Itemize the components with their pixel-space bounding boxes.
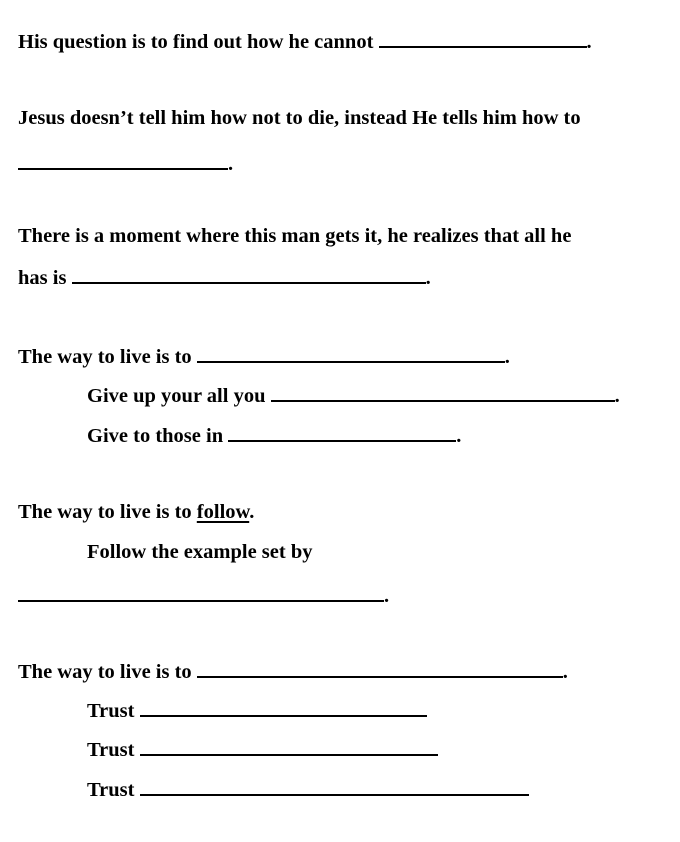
question-4-period: . bbox=[504, 346, 510, 368]
question-5 bbox=[18, 500, 254, 524]
question-5-sub-1-period: . bbox=[384, 585, 390, 607]
question-1-text: His question is to find out how he cannot bbox=[18, 31, 374, 53]
answer-blank-2[interactable] bbox=[18, 150, 228, 170]
question-6 bbox=[18, 658, 568, 684]
question-3-line-1: There is a moment where this man gets it, he realizes that all he bbox=[18, 225, 572, 247]
question-5-answer: follow bbox=[196, 501, 250, 523]
answer-blank-4[interactable] bbox=[197, 343, 505, 363]
question-1-period: . bbox=[586, 31, 592, 53]
answer-blank-trust-3[interactable] bbox=[140, 776, 529, 796]
answer-blank-3[interactable] bbox=[72, 264, 426, 284]
question-5-period: . bbox=[249, 501, 255, 523]
question-4 bbox=[18, 343, 510, 369]
question-3-line-2: has is bbox=[18, 267, 67, 289]
question-3 bbox=[18, 224, 571, 248]
question-4-sub-2-text: Give to those in bbox=[87, 425, 224, 447]
question-2-text: Jesus doesn’t tell him how not to die, instead He tells him how to bbox=[18, 107, 581, 129]
answer-blank-6[interactable] bbox=[197, 658, 563, 678]
question-1 bbox=[18, 28, 592, 54]
answer-blank-4a[interactable] bbox=[271, 382, 615, 402]
question-4-sub-1-text: Give up your all you bbox=[87, 385, 266, 407]
trust-label-2: Trust bbox=[87, 739, 135, 761]
question-6-period: . bbox=[562, 661, 568, 683]
question-4-text: The way to live is to bbox=[18, 346, 192, 368]
answer-blank-4b[interactable] bbox=[228, 422, 456, 442]
question-4-sub-1-period: . bbox=[614, 385, 620, 407]
question-3-period: . bbox=[425, 267, 431, 289]
question-5-sub-1-answer-line bbox=[18, 582, 389, 608]
question-4-sub-1 bbox=[87, 382, 620, 408]
question-6-text: The way to live is to bbox=[18, 661, 192, 683]
question-2-period: . bbox=[228, 153, 234, 175]
question-5-sub-1 bbox=[87, 540, 312, 564]
question-4-sub-2 bbox=[87, 422, 461, 448]
answer-blank-5a[interactable] bbox=[18, 582, 384, 602]
trust-label-3: Trust bbox=[87, 779, 135, 801]
trust-label-1: Trust bbox=[87, 700, 135, 722]
question-2-answer-line bbox=[18, 150, 233, 176]
answer-blank-trust-1[interactable] bbox=[140, 697, 427, 717]
trust-item-1 bbox=[87, 697, 427, 723]
answer-blank-trust-2[interactable] bbox=[140, 736, 438, 756]
trust-item-2 bbox=[87, 736, 438, 762]
question-5-text: The way to live is to bbox=[18, 501, 192, 523]
answer-blank-1[interactable] bbox=[379, 28, 587, 48]
question-3-answer-line bbox=[18, 264, 431, 290]
question-4-sub-2-period: . bbox=[456, 425, 462, 447]
trust-item-3 bbox=[87, 776, 529, 802]
question-5-sub-1-text: Follow the example set by bbox=[87, 541, 313, 563]
question-2 bbox=[18, 106, 581, 130]
